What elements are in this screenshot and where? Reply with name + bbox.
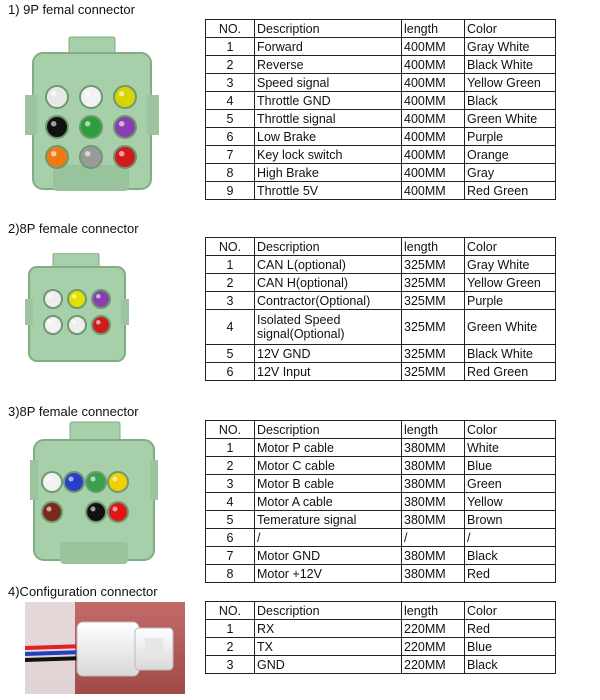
cell-description: Motor +12V bbox=[255, 565, 402, 583]
table-row bbox=[206, 292, 556, 310]
header-color: Color bbox=[465, 238, 556, 256]
table-row bbox=[206, 565, 556, 583]
cell-length: 380MM bbox=[402, 547, 465, 565]
cell-description: CAN H(optional) bbox=[255, 274, 402, 292]
connector-pin bbox=[64, 472, 84, 492]
cell-no: 3 bbox=[206, 74, 255, 92]
table-row bbox=[206, 475, 556, 493]
header-color: Color bbox=[465, 20, 556, 38]
cell-length: 400MM bbox=[402, 92, 465, 110]
cell-color: Green White bbox=[465, 310, 556, 345]
connector-pin bbox=[42, 502, 62, 522]
connector-pin bbox=[80, 146, 102, 168]
cell-length: 380MM bbox=[402, 511, 465, 529]
cell-color: Yellow Green bbox=[465, 74, 556, 92]
cell-color: Black bbox=[465, 547, 556, 565]
connector-pin bbox=[114, 86, 136, 108]
connector-pin bbox=[114, 116, 136, 138]
cell-description: TX bbox=[255, 638, 402, 656]
cell-no: 5 bbox=[206, 345, 255, 363]
table-row bbox=[206, 274, 556, 292]
cell-length: 325MM bbox=[402, 363, 465, 381]
table-8p-connector-a bbox=[205, 237, 556, 381]
table-row bbox=[206, 457, 556, 475]
connector-pin bbox=[86, 472, 106, 492]
cell-description: Isolated Speed signal(Optional) bbox=[255, 310, 402, 345]
cell-color: Gray White bbox=[465, 256, 556, 274]
cell-no: 5 bbox=[206, 110, 255, 128]
connector-pin bbox=[86, 502, 106, 522]
section-title-9p: 1) 9P femal connector bbox=[8, 2, 135, 17]
cell-description: Throttle 5V bbox=[255, 182, 402, 200]
connector-pin bbox=[80, 86, 102, 108]
cell-length: 220MM bbox=[402, 638, 465, 656]
cell-description: Speed signal bbox=[255, 74, 402, 92]
connector-pin bbox=[68, 316, 86, 334]
cell-color: Green White bbox=[465, 110, 556, 128]
cell-no: 1 bbox=[206, 620, 255, 638]
cell-description: 12V Input bbox=[255, 363, 402, 381]
connector-pin bbox=[92, 290, 110, 308]
cell-color: Purple bbox=[465, 128, 556, 146]
cell-length: 220MM bbox=[402, 656, 465, 674]
cell-no: 4 bbox=[206, 92, 255, 110]
table-header-row bbox=[206, 421, 556, 439]
header-length: length bbox=[402, 421, 465, 439]
cell-no: 2 bbox=[206, 274, 255, 292]
table-8p-connector-b bbox=[205, 420, 556, 583]
cell-no: 4 bbox=[206, 493, 255, 511]
cell-length: 400MM bbox=[402, 128, 465, 146]
cell-description: Temerature signal bbox=[255, 511, 402, 529]
header-description: Description bbox=[255, 238, 402, 256]
connector-pin bbox=[46, 86, 68, 108]
cell-length: 380MM bbox=[402, 565, 465, 583]
cell-color: Gray White bbox=[465, 38, 556, 56]
cell-no: 8 bbox=[206, 164, 255, 182]
connector-pin bbox=[44, 290, 62, 308]
cell-no: 9 bbox=[206, 182, 255, 200]
connector-pin bbox=[44, 316, 62, 334]
table-row bbox=[206, 74, 556, 92]
table-row bbox=[206, 345, 556, 363]
cell-length: 380MM bbox=[402, 493, 465, 511]
cell-color: Brown bbox=[465, 511, 556, 529]
cell-length: 400MM bbox=[402, 182, 465, 200]
table-row bbox=[206, 310, 556, 345]
table-row bbox=[206, 511, 556, 529]
table-9p-connector bbox=[205, 19, 556, 200]
cell-description: Motor GND bbox=[255, 547, 402, 565]
cell-length: 325MM bbox=[402, 256, 465, 274]
connector-pin bbox=[108, 502, 128, 522]
table-row bbox=[206, 146, 556, 164]
table-row bbox=[206, 638, 556, 656]
cell-description: Throttle signal bbox=[255, 110, 402, 128]
section-title-config: 4)Configuration connector bbox=[8, 584, 158, 599]
cell-no: 6 bbox=[206, 128, 255, 146]
cell-color: Red Green bbox=[465, 363, 556, 381]
cell-description: High Brake bbox=[255, 164, 402, 182]
cell-length: 400MM bbox=[402, 56, 465, 74]
cell-length: 380MM bbox=[402, 475, 465, 493]
connector-pin bbox=[42, 472, 62, 492]
table-row bbox=[206, 92, 556, 110]
connector-pin bbox=[114, 146, 136, 168]
cell-color: Red bbox=[465, 565, 556, 583]
cell-color: Yellow bbox=[465, 493, 556, 511]
cell-no: 6 bbox=[206, 529, 255, 547]
connector-9p-image bbox=[25, 35, 165, 195]
cell-length: 325MM bbox=[402, 274, 465, 292]
cell-length: 220MM bbox=[402, 620, 465, 638]
cell-no: 2 bbox=[206, 638, 255, 656]
table-row bbox=[206, 164, 556, 182]
connector-pin bbox=[92, 316, 110, 334]
connector-pin bbox=[80, 116, 102, 138]
table-header-row bbox=[206, 20, 556, 38]
cell-length: 380MM bbox=[402, 457, 465, 475]
header-color: Color bbox=[465, 602, 556, 620]
cell-description: Low Brake bbox=[255, 128, 402, 146]
section-title-8p-a: 2)8P female connector bbox=[8, 221, 139, 236]
cell-color: Yellow Green bbox=[465, 274, 556, 292]
cell-length: / bbox=[402, 529, 465, 547]
cell-no: 5 bbox=[206, 511, 255, 529]
cell-description: GND bbox=[255, 656, 402, 674]
header-length: length bbox=[402, 20, 465, 38]
table-row bbox=[206, 56, 556, 74]
connector-pin bbox=[108, 472, 128, 492]
cell-no: 1 bbox=[206, 256, 255, 274]
header-no: NO. bbox=[206, 421, 255, 439]
cell-description: CAN L(optional) bbox=[255, 256, 402, 274]
table-row bbox=[206, 656, 556, 674]
cell-color: Black bbox=[465, 656, 556, 674]
table-row bbox=[206, 620, 556, 638]
cell-color: / bbox=[465, 529, 556, 547]
cell-color: White bbox=[465, 439, 556, 457]
cell-color: Black White bbox=[465, 56, 556, 74]
cell-color: Red Green bbox=[465, 182, 556, 200]
header-description: Description bbox=[255, 602, 402, 620]
connector-8p-a-image bbox=[25, 253, 135, 363]
connector-pin bbox=[46, 116, 68, 138]
cell-no: 4 bbox=[206, 310, 255, 345]
cell-no: 2 bbox=[206, 457, 255, 475]
table-row bbox=[206, 256, 556, 274]
header-description: Description bbox=[255, 20, 402, 38]
cell-description: Motor A cable bbox=[255, 493, 402, 511]
section-title-8p-b: 3)8P female connector bbox=[8, 404, 139, 419]
cell-no: 1 bbox=[206, 38, 255, 56]
cell-length: 400MM bbox=[402, 38, 465, 56]
cell-length: 400MM bbox=[402, 146, 465, 164]
cell-description: Key lock switch bbox=[255, 146, 402, 164]
table-row bbox=[206, 547, 556, 565]
cell-description: Motor B cable bbox=[255, 475, 402, 493]
cell-no: 7 bbox=[206, 547, 255, 565]
table-row bbox=[206, 110, 556, 128]
cell-no: 6 bbox=[206, 363, 255, 381]
cell-no: 3 bbox=[206, 475, 255, 493]
cell-description: Motor C cable bbox=[255, 457, 402, 475]
connector-pin bbox=[68, 290, 86, 308]
cell-description: / bbox=[255, 529, 402, 547]
table-row bbox=[206, 529, 556, 547]
cell-color: Blue bbox=[465, 457, 556, 475]
cell-description: Motor P cable bbox=[255, 439, 402, 457]
cell-no: 1 bbox=[206, 439, 255, 457]
table-header-row bbox=[206, 602, 556, 620]
cell-no: 2 bbox=[206, 56, 255, 74]
connector-config-image bbox=[25, 602, 185, 694]
header-no: NO. bbox=[206, 238, 255, 256]
table-row bbox=[206, 363, 556, 381]
header-no: NO. bbox=[206, 20, 255, 38]
cell-color: Red bbox=[465, 620, 556, 638]
cell-no: 3 bbox=[206, 292, 255, 310]
cell-description: Forward bbox=[255, 38, 402, 56]
header-length: length bbox=[402, 602, 465, 620]
cell-no: 7 bbox=[206, 146, 255, 164]
cell-description: Reverse bbox=[255, 56, 402, 74]
cell-length: 380MM bbox=[402, 439, 465, 457]
cell-length: 325MM bbox=[402, 310, 465, 345]
header-no: NO. bbox=[206, 602, 255, 620]
cell-color: Green bbox=[465, 475, 556, 493]
cell-color: Purple bbox=[465, 292, 556, 310]
cell-length: 325MM bbox=[402, 292, 465, 310]
header-color: Color bbox=[465, 421, 556, 439]
cell-color: Gray bbox=[465, 164, 556, 182]
cell-no: 3 bbox=[206, 656, 255, 674]
table-row bbox=[206, 493, 556, 511]
cell-length: 325MM bbox=[402, 345, 465, 363]
connector-pin bbox=[46, 146, 68, 168]
header-description: Description bbox=[255, 421, 402, 439]
table-config-connector bbox=[205, 601, 556, 674]
table-row bbox=[206, 439, 556, 457]
cell-no: 8 bbox=[206, 565, 255, 583]
table-row bbox=[206, 38, 556, 56]
cell-color: Orange bbox=[465, 146, 556, 164]
header-length: length bbox=[402, 238, 465, 256]
table-row bbox=[206, 128, 556, 146]
cell-description: Throttle GND bbox=[255, 92, 402, 110]
cell-description: 12V GND bbox=[255, 345, 402, 363]
cell-color: Black bbox=[465, 92, 556, 110]
cell-length: 400MM bbox=[402, 74, 465, 92]
cell-description: RX bbox=[255, 620, 402, 638]
cell-length: 400MM bbox=[402, 164, 465, 182]
cell-length: 400MM bbox=[402, 110, 465, 128]
table-row bbox=[206, 182, 556, 200]
cell-color: Black White bbox=[465, 345, 556, 363]
cell-description: Contractor(Optional) bbox=[255, 292, 402, 310]
table-header-row bbox=[206, 238, 556, 256]
connector-8p-b-image bbox=[30, 420, 160, 570]
cell-color: Blue bbox=[465, 638, 556, 656]
